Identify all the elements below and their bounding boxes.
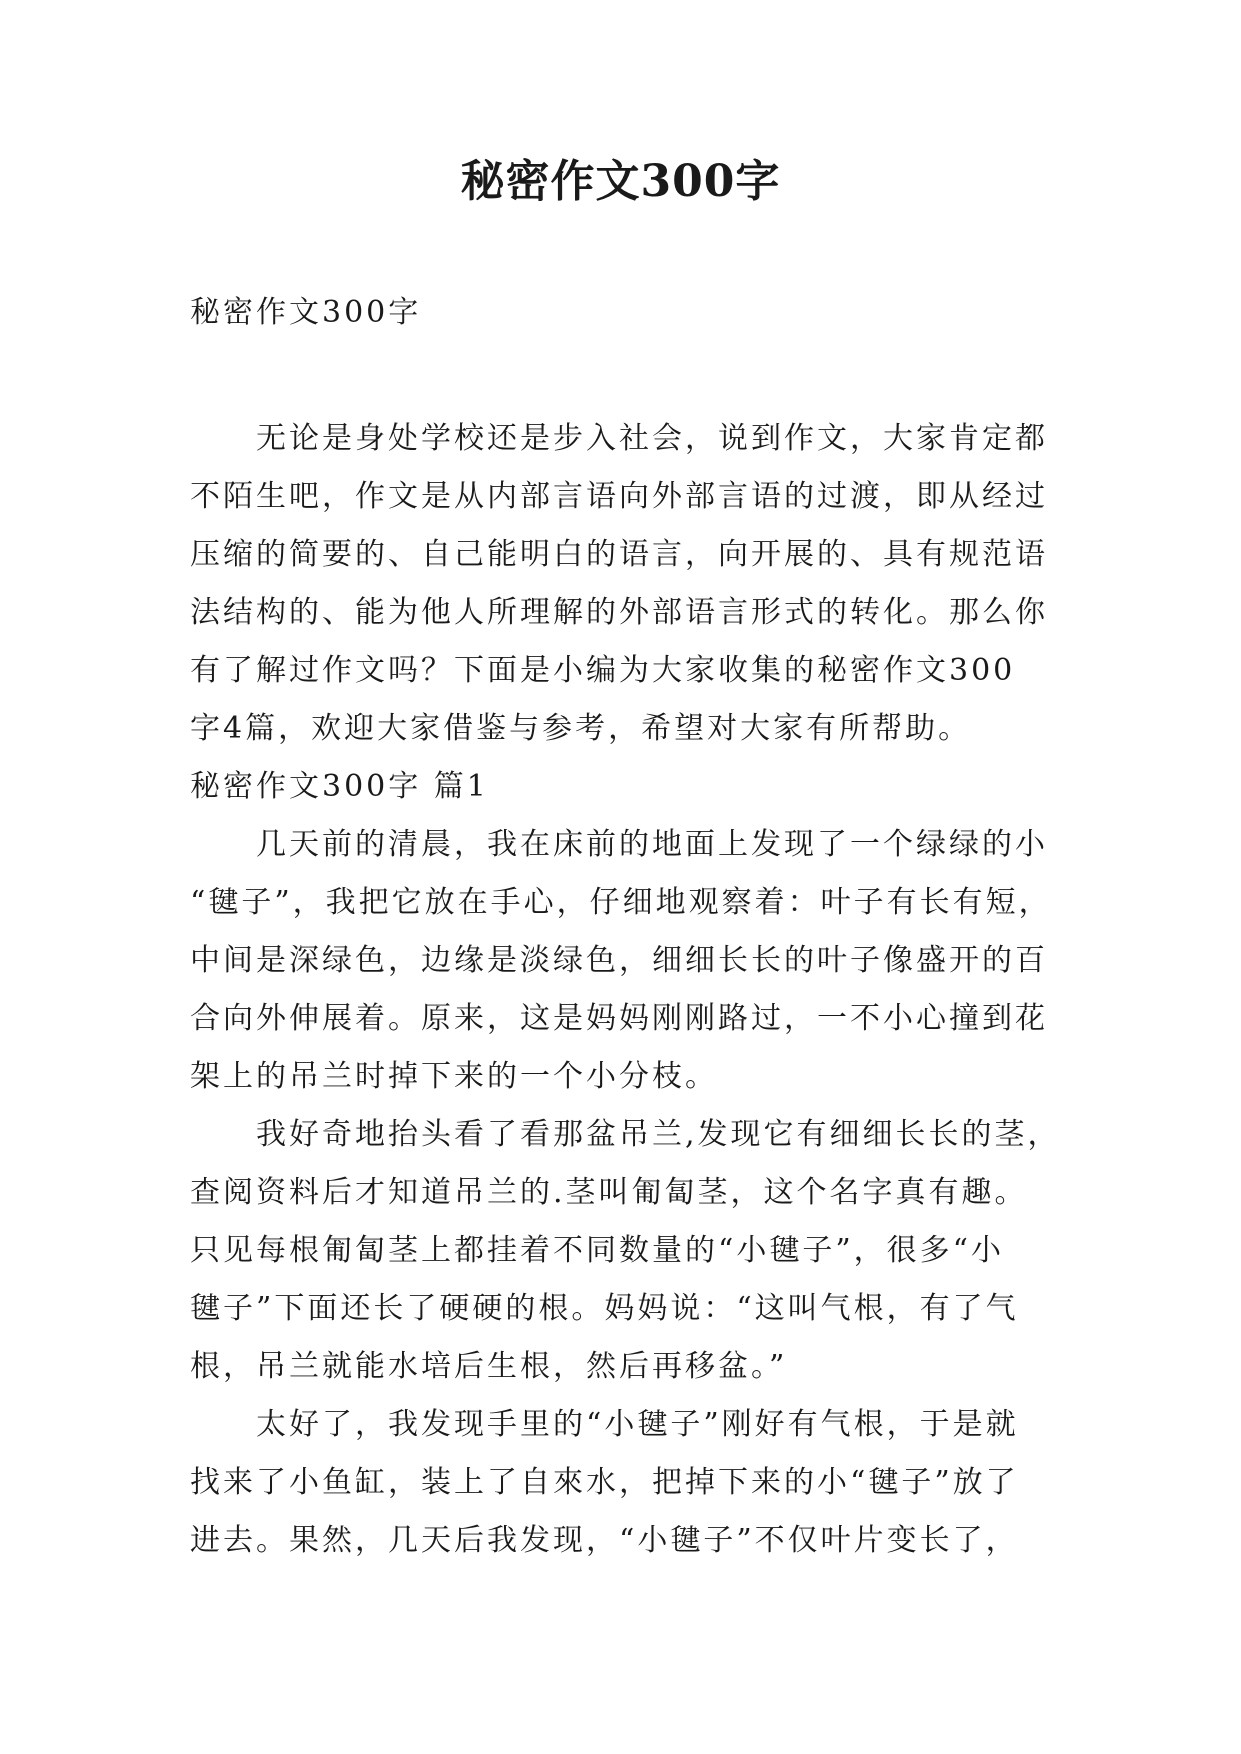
body-paragraph-2	[190, 1106, 1070, 1396]
text-line: 几天前的清晨，我在床前的地面上发现了一个绿绿的小	[256, 827, 1048, 862]
text-line: 有了解过作文吗？下面是小编为大家收集的秘密作文300	[190, 653, 1016, 688]
text-line: 只见每根匍匐茎上都挂着不同数量的“小毽子”，很多“小	[190, 1233, 1005, 1268]
text-line: 我好奇地抬头看了看那盆吊兰,发现它有细细长长的茎，	[256, 1117, 1061, 1152]
text-line: 字4篇，欢迎大家借鉴与参考，希望对大家有所帮助。	[190, 711, 972, 746]
text-line: 进去。果然，几天后我发现，“小毽子”不仅叶片变长了，	[190, 1523, 1019, 1558]
intro-paragraph	[190, 410, 1070, 758]
text-line: 中间是深绿色，边缘是淡绿色，细细长长的叶子像盛开的百	[190, 943, 1048, 978]
text-line: 查阅资料后才知道吊兰的.茎叫匍匐茎，这个名字真有趣。	[190, 1175, 1028, 1210]
section-heading: 秘密作文300字 篇1	[190, 769, 489, 804]
document-body	[190, 280, 1070, 1570]
body-paragraph-3	[190, 1396, 1070, 1570]
text-line: 毽子”下面还长了硬硬的根。妈妈说：“这叫气根，有了气	[190, 1291, 1019, 1326]
document-title: 秘密作文300字	[460, 156, 781, 207]
text-line: “毽子”，我把它放在手心，仔细地观察着：叶子有长有短，	[190, 885, 1052, 920]
text-line: 压缩的简要的、自己能明白的语言，向开展的、具有规范语	[190, 537, 1048, 572]
text-line: 架上的吊兰时掉下来的一个小分枝。	[190, 1059, 718, 1094]
text-line: 无论是身处学校还是步入社会，说到作文，大家肯定都	[256, 421, 1048, 456]
spacer	[190, 346, 1070, 410]
text-line: 太好了，我发现手里的“小毽子”刚好有气根，于是就	[256, 1407, 1019, 1442]
text-line: 合向外伸展着。原来，这是妈妈刚刚路过，一不小心撞到花	[190, 1001, 1048, 1036]
body-paragraph-1	[190, 816, 1070, 1106]
text-line: 法结构的、能为他人所理解的外部语言形式的转化。那么你	[190, 595, 1048, 630]
text-line: 找来了小鱼缸，装上了自來水，把掉下来的小“毽子”放了	[190, 1465, 1019, 1500]
text-line: 根，吊兰就能水培后生根，然后再移盆。”	[190, 1349, 788, 1384]
document-subtitle: 秘密作文300字	[190, 295, 422, 330]
text-line: 不陌生吧，作文是从内部言语向外部言语的过渡，即从经过	[190, 479, 1048, 514]
